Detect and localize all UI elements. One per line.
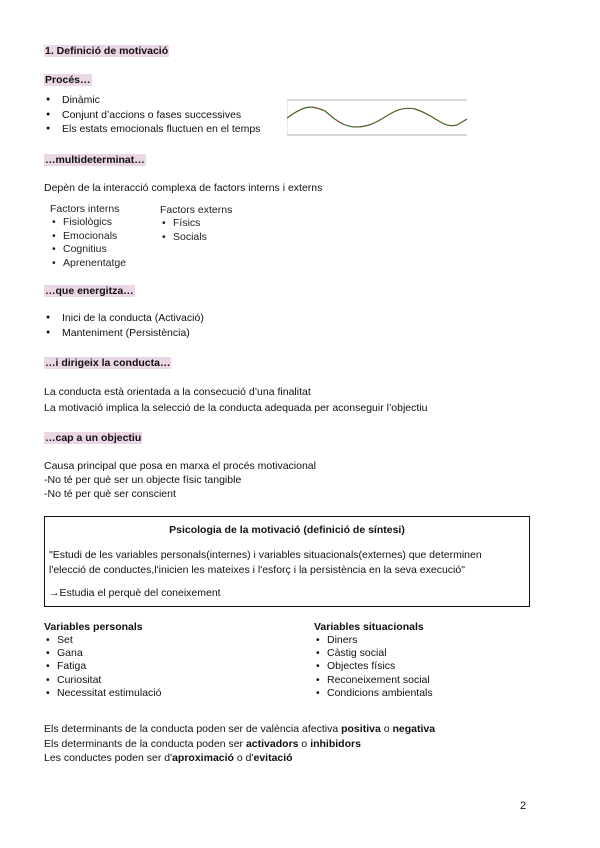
emphasis: positiva [341, 723, 381, 735]
synthesis-note: →Estudia el perquè del coneixement [49, 587, 221, 599]
determinants-line-3: Les conductes poden ser d'aproximació o d'evitació [44, 752, 293, 764]
list-item: • Físics [160, 217, 232, 231]
proces-list [46, 93, 260, 137]
external-factors [160, 204, 232, 244]
list-item: • Aprenentatge [50, 257, 126, 271]
list-item: • Objectes físics [314, 660, 433, 673]
list-item: • Fatiga [44, 660, 161, 673]
synthesis-quote [49, 548, 482, 577]
objectiu-line-1: Causa principal que posa en marxa el procés motivacional [44, 460, 316, 472]
determinants-line-2: Els determinants de la conducta poden ser activadors o inhibidors [44, 738, 361, 750]
list-item: ● Dinàmic [46, 93, 260, 108]
external-factors-title: Factors externs [160, 204, 233, 216]
personal-variables-title: Variables personals [44, 621, 143, 633]
multideterminat-text: Depèn de la interacció complexa de factors interns i externs [44, 182, 323, 194]
list-item: ● Manteniment (Persistència) [46, 326, 204, 341]
energitza-list [46, 311, 204, 340]
emphasis: negativa [392, 723, 436, 735]
list-item: • Cognitius [50, 243, 126, 257]
heading-objectiu: …cap a un objectiu [45, 432, 142, 444]
dirigeix-line-1: La conducta està orientada a la consecució d’una finalitat [44, 386, 311, 398]
wave-line-green [287, 107, 467, 127]
emphasis: evitació [253, 752, 293, 764]
synthesis-title: Psicologia de la motivació (definició de síntesi) [169, 524, 405, 536]
section-title: 1. Definició de motivació [45, 45, 169, 57]
list-item: • Emocionals [50, 230, 126, 244]
situational-variables [314, 620, 433, 700]
wave-graphic [287, 97, 467, 138]
list-item: • Fisiològics [50, 216, 126, 230]
heading-energitza: …que energitza… [45, 285, 134, 297]
list-item: ● Els estats emocionals fluctuen en el temps [46, 122, 260, 137]
list-item: • Curiositat [44, 674, 161, 687]
list-item: • Gana [44, 647, 161, 660]
wave-line-red [287, 107, 467, 127]
list-item: • Necessitat estimulació [44, 687, 161, 700]
heading-dirigeix: …i dirigeix la conducta… [45, 357, 171, 369]
internal-factors-title: Factors interns [50, 203, 120, 215]
determinants-line-1: Els determinants de la conducta poden ser de valència afectiva positiva o negativa [44, 723, 436, 735]
emphasis: inhibidors [310, 738, 361, 750]
synthesis-box [44, 516, 530, 607]
heading-multideterminat: …multideterminat… [45, 154, 145, 166]
heading-proces: Procés… [45, 74, 91, 86]
list-item: • Reconeixement social [314, 674, 433, 687]
list-item: • Diners [314, 634, 433, 647]
list-item: • Condicions ambientals [314, 687, 433, 700]
dirigeix-line-2: La motivació implica la selecció de la conducta adequada per aconseguir l’objectiu [44, 402, 428, 414]
internal-factors [50, 203, 126, 270]
objectiu-line-3: -No té per què ser conscient [44, 488, 176, 500]
objectiu-line-2: -No té per què ser un objecte físic tangible [44, 474, 242, 486]
personal-variables [44, 620, 161, 700]
list-item: ● Inici de la conducta (Activació) [46, 311, 204, 326]
list-item: ● Conjunt d’accions o fases successives [46, 108, 260, 123]
situational-variables-title: Variables situacionals [314, 621, 424, 633]
synthesis-quote-line-2: l'elecció de conductes,l'inicien les mateixes i l'esforç i la persistència en la seva execució" [49, 563, 465, 576]
synthesis-quote-line-1: "Estudi de les variables personals(internes) i variables situacionals(externes) que determinen [49, 549, 482, 561]
list-item: • Càstig social [314, 647, 433, 660]
emphasis: activadors [245, 738, 299, 750]
emphasis: aproximació [172, 752, 234, 764]
list-item: • Set [44, 634, 161, 647]
page-number: 2 [520, 800, 527, 812]
list-item: • Socials [160, 231, 232, 245]
